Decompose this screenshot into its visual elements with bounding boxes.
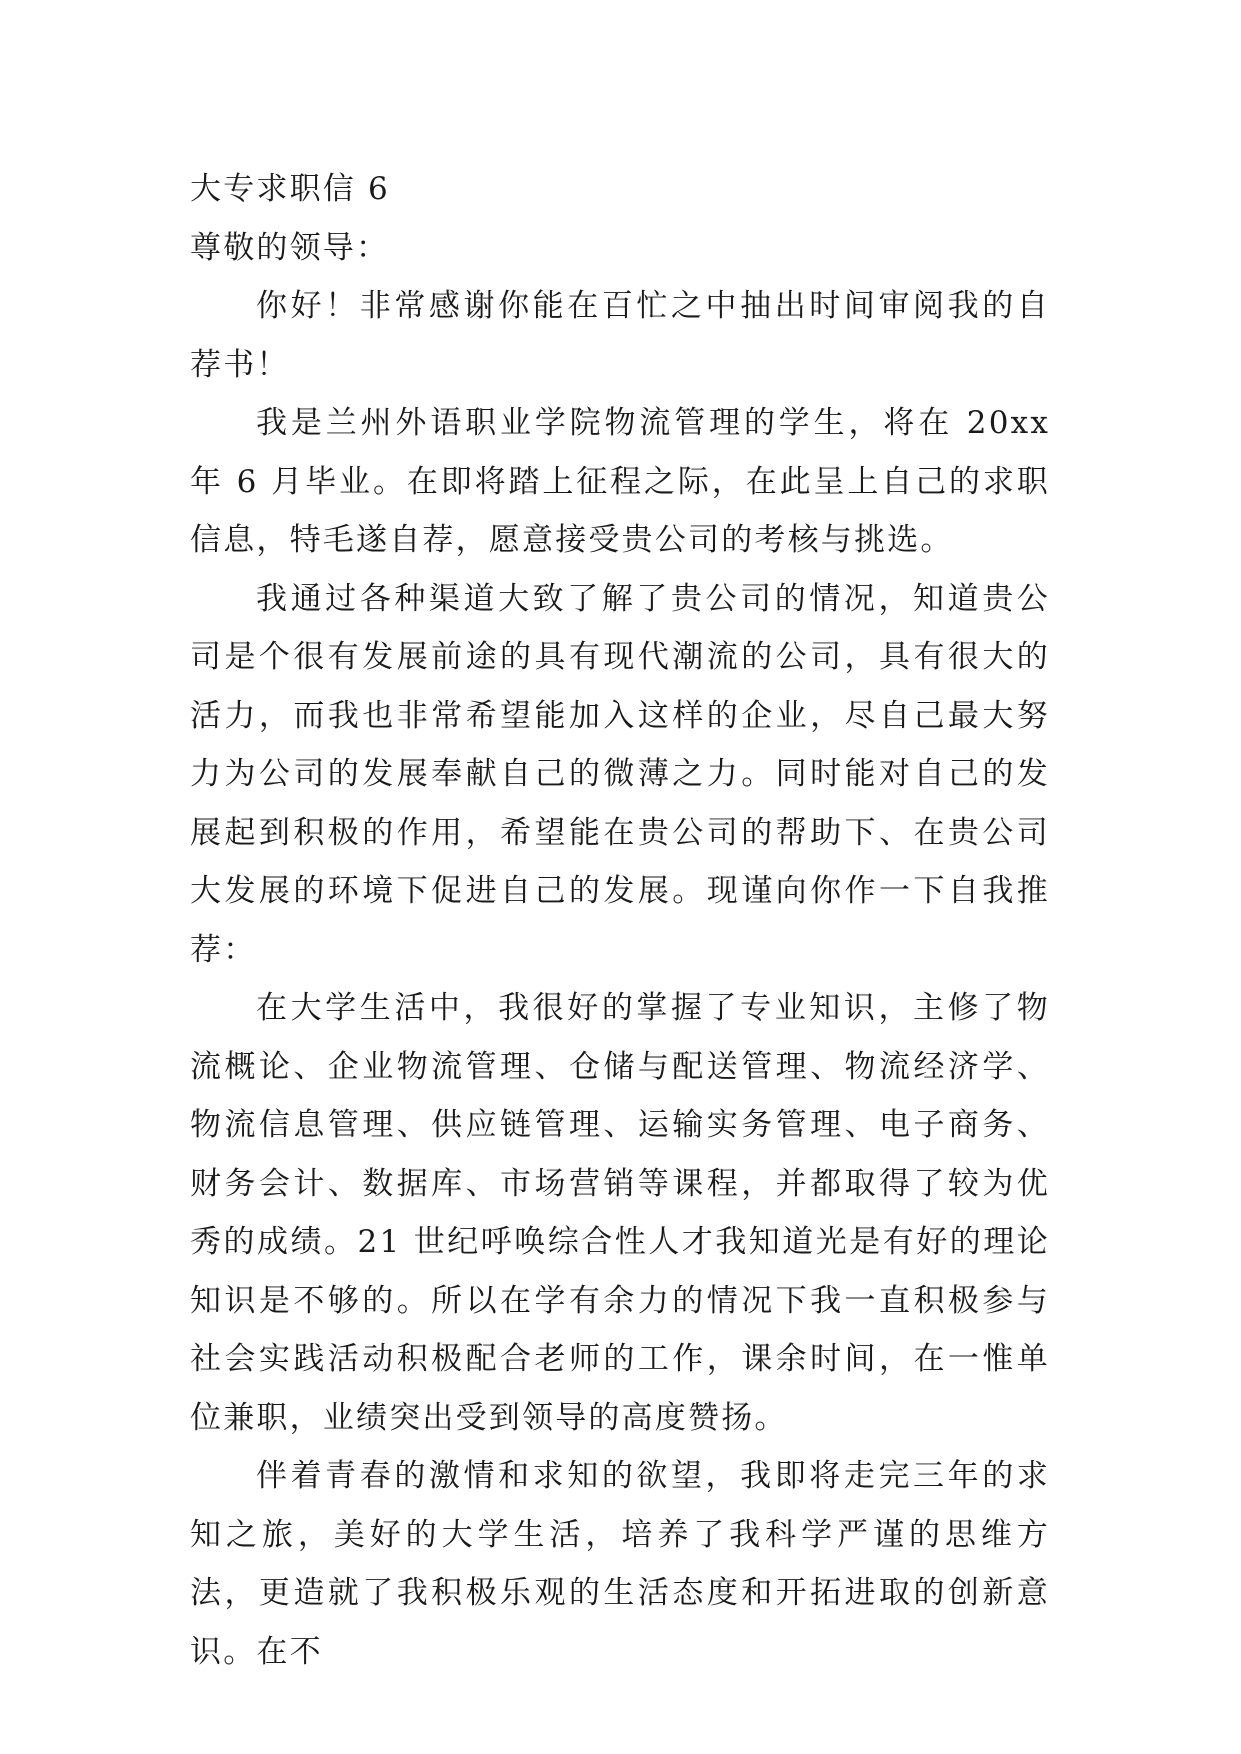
paragraph-studies: 在大学生活中，我很好的掌握了专业知识，主修了物流概论、企业物流管理、仓储与配送管理、物流经济学、物流信息管理、供应链管理、运输实务管理、电子商务、财务会计、数据库、市场营销等课程，并都取得了较为优秀的成绩。21 世纪呼唤综合性人才我知道光是有好的理论知识是不够的。所以在学有余力的情况下我一直积极参与社会实践活动积极配合老师的工作，课余时间，在一惟单位兼职，业绩突出受到领导的高度赞扬。 bbox=[190, 990, 1050, 1436]
letter-body bbox=[190, 160, 1050, 1681]
paragraph-introduction: 我是兰州外语职业学院物流管理的学生，将在 20xx 年 6 月毕业。在即将踏上征程之际，在此呈上自己的求职信息，特毛遂自荐，愿意接受贵公司的考核与挑选。 bbox=[190, 405, 1050, 558]
salutation: 尊敬的领导： bbox=[190, 229, 390, 266]
paragraph-greeting: 你好！非常感谢你能在百忙之中抽出时间审阅我的自荐书！ bbox=[190, 288, 1050, 383]
paragraph-company: 我通过各种渠道大致了解了贵公司的情况，知道贵公司是个很有发展前途的具有现代潮流的公司，具有很大的活力，而我也非常希望能加入这样的企业，尽自己最大努力为公司的发展奉献自己的微薄之力。同时能对自己的发展起到积极的作用，希望能在贵公司的帮助下、在贵公司大发展的环境下促进自己的发展。现谨向你作一下自我推荐： bbox=[190, 580, 1050, 968]
letter-title: 大专求职信 6 bbox=[190, 171, 390, 207]
paragraph-growth: 伴着青春的激情和求知的欲望，我即将走完三年的求知之旅，美好的大学生活，培养了我科学严谨的思维方法，更造就了我积极乐观的生活态度和开拓进取的创新意识。在不 bbox=[190, 1458, 1050, 1670]
